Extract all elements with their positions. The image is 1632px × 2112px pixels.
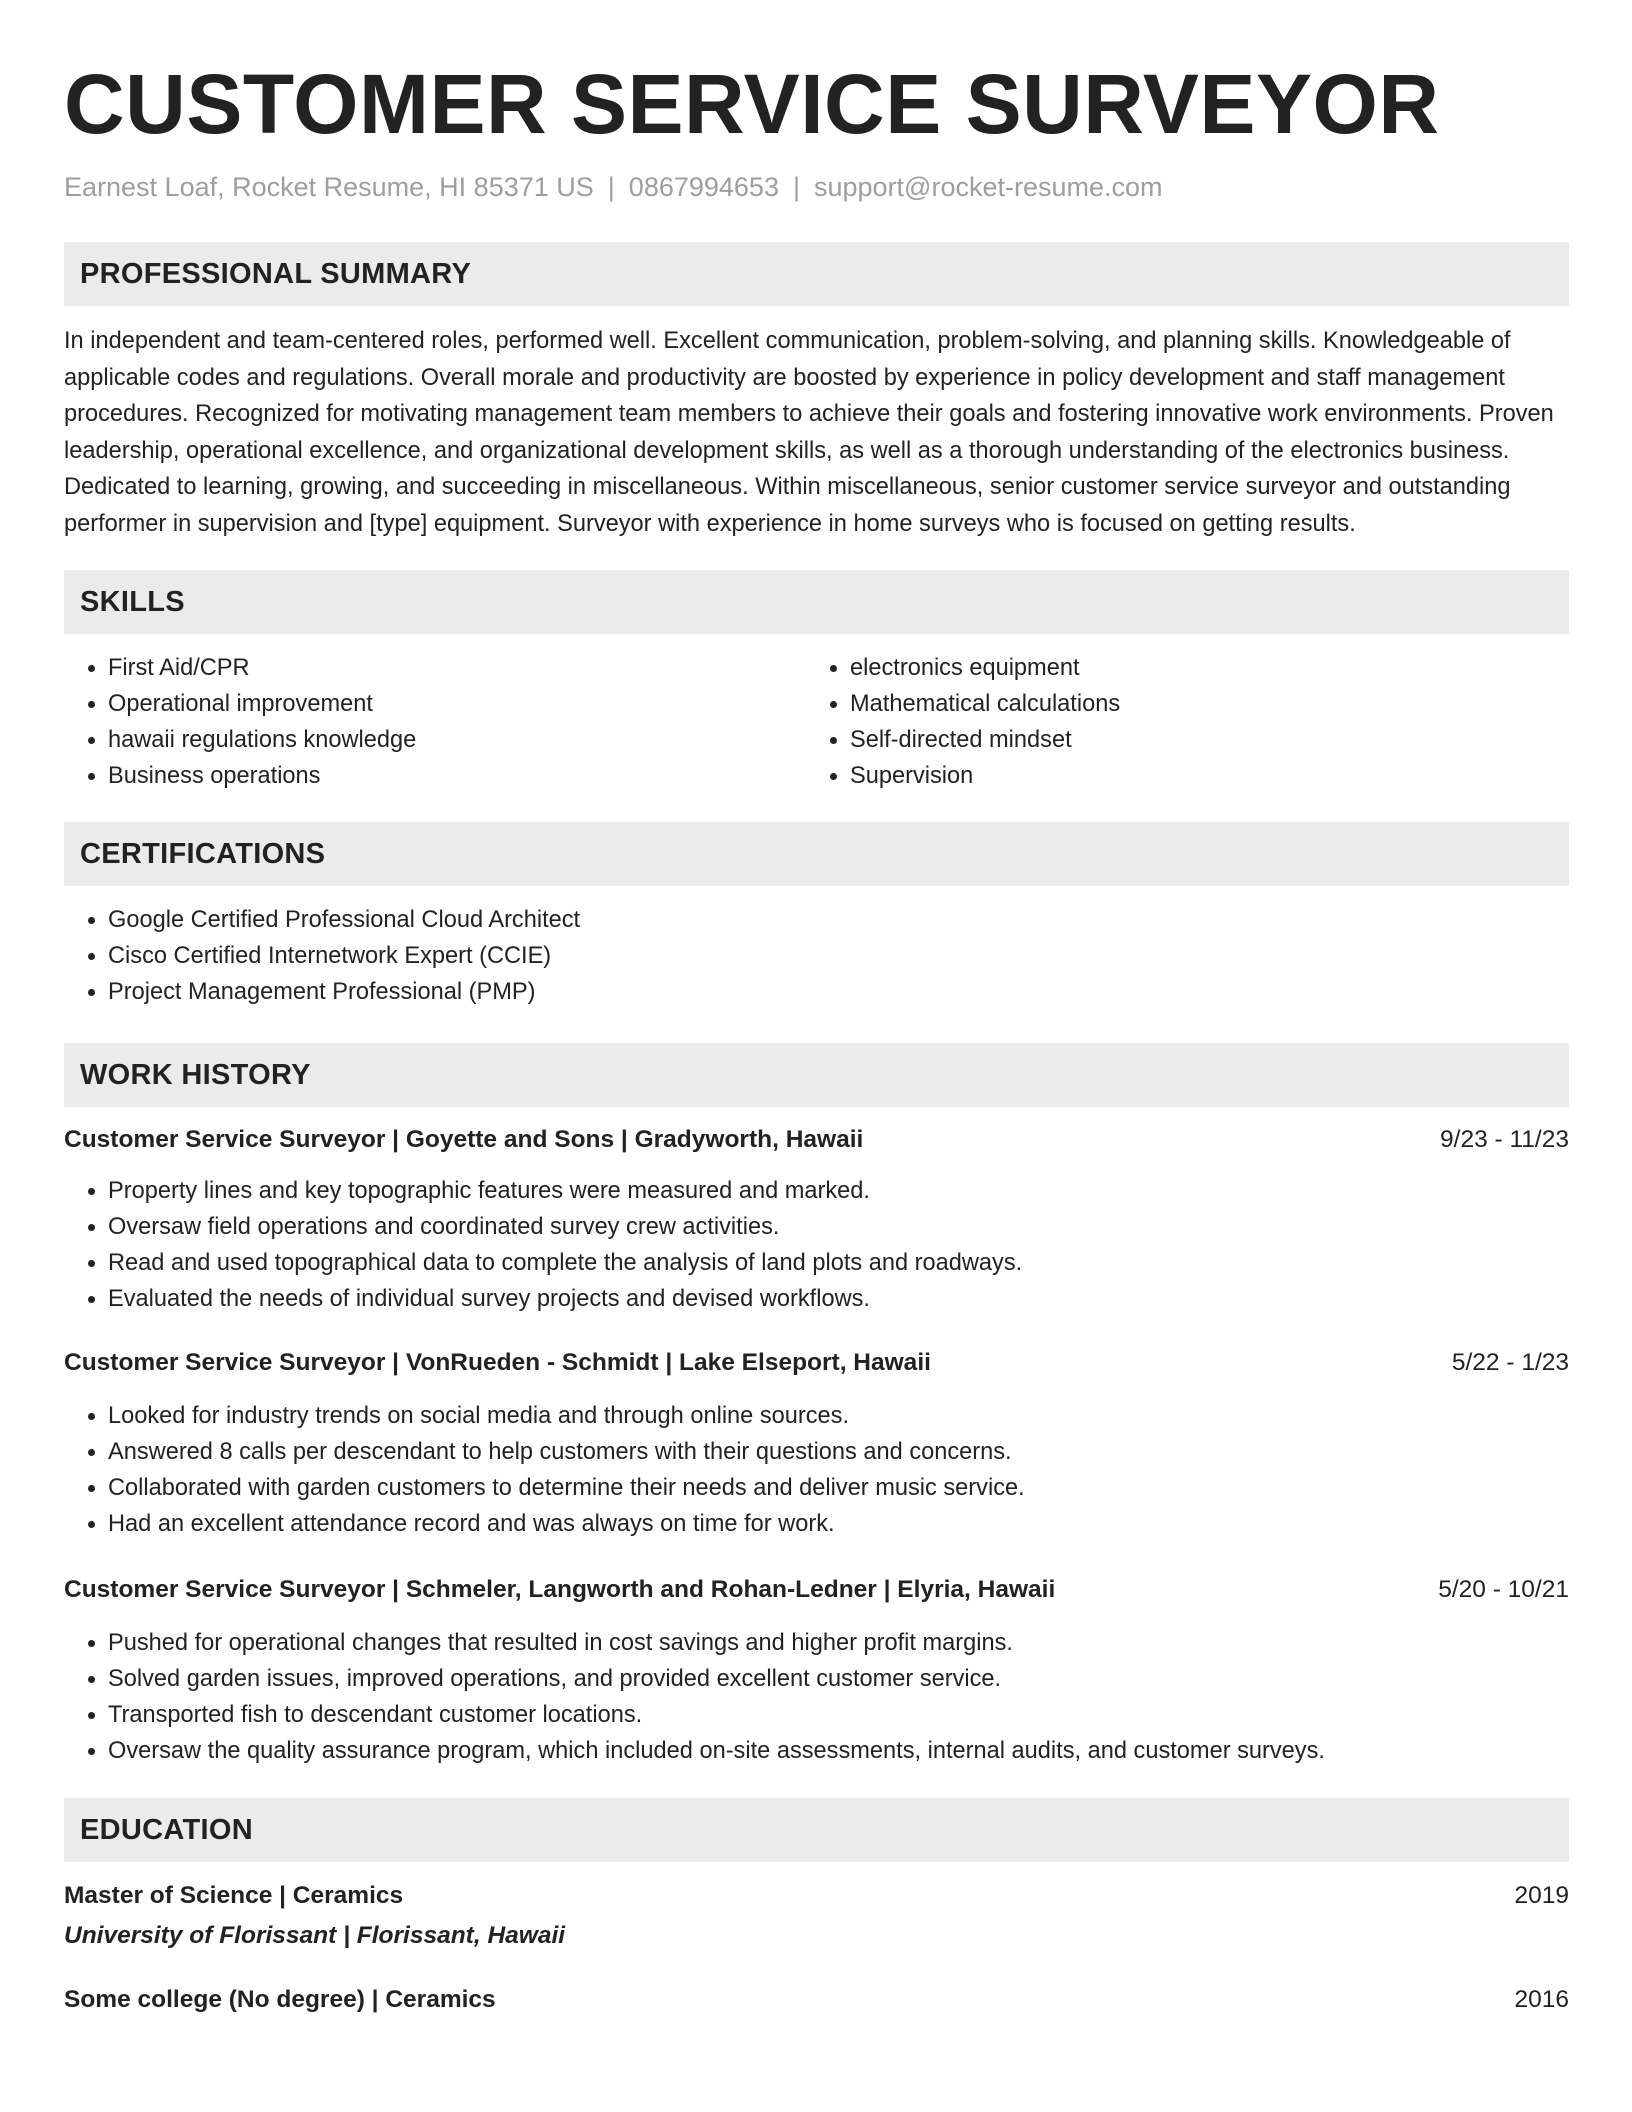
certification-item: • Project Management Professional (PMP) [108, 974, 1569, 1010]
job-dates: 5/22 - 1/23 [1451, 1349, 1569, 1376]
contact-separator: | [607, 172, 615, 202]
resume-title: CUSTOMER SERVICE SURVEYOR [64, 57, 1440, 151]
job-bullet: • Property lines and key topographic features were measured and marked. [108, 1173, 1569, 1209]
section-header-education: EDUCATION [64, 1798, 1569, 1862]
section-header-skills: SKILLS [64, 570, 1569, 634]
job-bullet: • Solved garden issues, improved operations, and provided excellent customer service. [108, 1661, 1569, 1697]
skill-item: • Supervision [850, 758, 1548, 794]
certifications-list [64, 902, 1569, 1010]
job-header [64, 1573, 1569, 1607]
job-bullet: • Oversaw the quality assurance program, which included on-site assessments, internal audits, and customer surveys. [108, 1733, 1569, 1769]
skills-column-left [64, 650, 806, 794]
contact-email[interactable]: support@rocket-resume.com [813, 172, 1163, 202]
education-entry [64, 1879, 1569, 1953]
job-bullet: • Oversaw field operations and coordinated survey crew activities. [108, 1209, 1569, 1245]
contact-address: Earnest Loaf, Rocket Resume, HI 85371 US [64, 172, 594, 202]
education-header [64, 1879, 1569, 1913]
job-title: Customer Service Surveyor | Schmeler, Langworth and Rohan-Ledner | Elyria, Hawaii [64, 1576, 1056, 1603]
section-header-certifications: CERTIFICATIONS [64, 822, 1569, 886]
job-dates: 5/20 - 10/21 [1438, 1576, 1569, 1603]
skills-list [64, 650, 1569, 794]
education-degree: Some college (No degree) | Ceramics [64, 1986, 496, 2013]
education-school: University of Florissant | Florissant, Hawaii [64, 1922, 566, 1949]
job-bullet: • Evaluated the needs of individual survey projects and devised workflows. [108, 1281, 1569, 1317]
summary-text: In independent and team-centered roles, performed well. Excellent communication, problem-solving, and planning skills. Knowledgeable of applicable codes and regulations. Overall morale and productivity are boosted by experience in policy development and staff management procedures. Recognized for motivating management team members to achieve their goals and fostering innovative work environments. Proven leadership, operational excellence, and organizational development skills, as well as a thorough understanding of the electronics business. Dedicated to learning, growing, and succeeding in miscellaneous. Within miscellaneous, senior customer service surveyor and outstanding performer in supervision and [type] equipment. Surveyor with experience in home surveys who is focused on getting results. [64, 328, 1554, 537]
certification-item: • Cisco Certified Internetwork Expert (CCIE) [108, 938, 1569, 974]
job-bullet: • Read and used topographical data to complete the analysis of land plots and roadways. [108, 1245, 1569, 1281]
education-entry [64, 1983, 1569, 2017]
job-bullet: • Collaborated with garden customers to determine their needs and deliver music service. [108, 1470, 1569, 1506]
job-header [64, 1123, 1569, 1157]
skill-item: • Operational improvement [108, 686, 806, 722]
education-degree: Master of Science | Ceramics [64, 1882, 404, 1909]
skills-column-right [806, 650, 1548, 794]
job-bullet: • Transported fish to descendant customer locations. [108, 1697, 1569, 1733]
job-bullet: • Answered 8 calls per descendant to help customers with their questions and concerns. [108, 1434, 1569, 1470]
job-title: Customer Service Surveyor | Goyette and Sons | Gradyworth, Hawaii [64, 1126, 864, 1153]
job-bullet: • Had an excellent attendance record and was always on time for work. [108, 1506, 1569, 1542]
job-bullet: • Pushed for operational changes that resulted in cost savings and higher profit margins. [108, 1625, 1569, 1661]
skill-item: • First Aid/CPR [108, 650, 806, 686]
certification-item: • Google Certified Professional Cloud Architect [108, 902, 1569, 938]
skill-item: • Self-directed mindset [850, 722, 1548, 758]
job-bullet: • Looked for industry trends on social media and through online sources. [108, 1398, 1569, 1434]
education-header [64, 1983, 1569, 2017]
job-entry [64, 1573, 1569, 1769]
contact-separator: | [792, 172, 800, 202]
contact-line [64, 170, 1569, 204]
education-year: 2019 [1514, 1882, 1569, 1909]
contact-phone: 0867994653 [628, 172, 779, 202]
job-header [64, 1346, 1569, 1380]
job-entry [64, 1346, 1569, 1542]
skill-item: • Mathematical calculations [850, 686, 1548, 722]
skill-item: • Business operations [108, 758, 806, 794]
skill-item: • electronics equipment [850, 650, 1548, 686]
job-title: Customer Service Surveyor | VonRueden - Schmidt | Lake Elseport, Hawaii [64, 1349, 931, 1376]
education-year: 2016 [1514, 1986, 1569, 2013]
section-header-summary: PROFESSIONAL SUMMARY [64, 242, 1569, 306]
job-entry [64, 1123, 1569, 1317]
section-header-work-history: WORK HISTORY [64, 1043, 1569, 1107]
skill-item: • hawaii regulations knowledge [108, 722, 806, 758]
job-dates: 9/23 - 11/23 [1440, 1126, 1569, 1153]
